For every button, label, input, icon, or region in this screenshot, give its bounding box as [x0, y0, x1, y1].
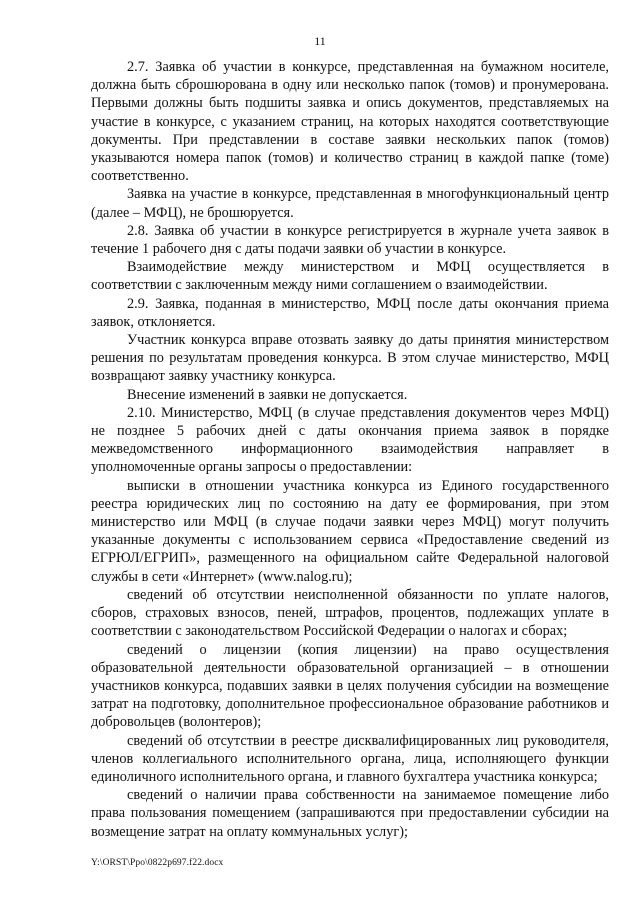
paragraph: 2.8. Заявка об участии в конкурсе регистрируется в журнале учета заявок в течение 1 рабочего дня с даты подачи заявки об участии в конкурсе.: [91, 222, 609, 258]
page-number: 11: [314, 34, 326, 48]
file-path-footer: Y:\ORST\Ppo\0822p697.f22.docx: [91, 858, 224, 868]
document-body: [91, 58, 609, 841]
paragraph: Взаимодействие между министерством и МФЦ осуществляется в соответствии с заключенным между ними соглашением о взаимодействии.: [91, 259, 609, 294]
paragraph: Внесение изменений в заявки не допускается.: [127, 386, 408, 403]
paragraph: 2.9. Заявка, поданная в министерство, МФЦ после даты окончания приема заявок, отклоняется.: [91, 295, 609, 330]
paragraph: Участник конкурса вправе отозвать заявку до даты принятия министерством решения по результатам проведения конкурса. В этом случае министерство, МФЦ возвращают заявку участнику конкурса.: [91, 332, 609, 385]
paragraph: сведений о наличии права собственности на занимаемое помещение либо права пользования помещением (запрашиваются при предоставлении субсидии на возмещение затрат на оплату коммунальных услуг);: [91, 787, 609, 840]
paragraph: сведений об отсутствии в реестре дисквалифицированных лиц руководителя, членов коллегиального исполнительного органа, лица, исполняющего функции единоличного исполнительного органа, и главного бухгалтера участника конкурса;: [91, 732, 609, 785]
paragraph: 2.10. Министерство, МФЦ (в случае представления документов через МФЦ) не позднее 5 рабочих дней с даты окончания приема заявок в порядке межведомственного информационного взаимодействия направляет в уполномоченные органы запросы о предоставлении:: [91, 404, 609, 476]
paragraph: 2.7. Заявка об участии в конкурсе, представленная на бумажном носителе, должна быть сброшюрована в одну или несколько папок (томов) и пронумерована. Первыми должны быть подшиты заявка и опись документов, представляемых на участие в конкурсе, с указанием страниц, на которых находятся соответствующие документы. При представлении в составе заявки нескольких папок (томов) указываются номера папок (томов) и количество страниц в каждой папке (томе) соответственно.: [91, 59, 609, 185]
paragraph: сведений об отсутствии неисполненной обязанности по уплате налогов, сборов, страховых взносов, пеней, штрафов, процентов, подлежащих уплате в соответствии с законодательством Российской Федерации о налогах и сборах;: [91, 586, 609, 640]
paragraph: выписки в отношении участника конкурса из Единого государственного реестра юридических лиц по состоянию на дату ее формирования, при этом министерство или МФЦ (в случае подачи заявки через МФЦ) могут получить указанные документы с использованием сервиса «Предоставление сведений из ЕГРЮЛ/ЕГРИП», размещенного на официальном сайте Федеральной налоговой службы в сети «Интернет» (www.nalog.ru);: [91, 477, 609, 585]
paragraph: Заявка на участие в конкурсе, представленная в многофункциональный центр (далее – МФЦ), не брошюруется.: [91, 186, 609, 221]
paragraph: сведений о лицензии (копия лицензии) на право осуществления образовательной деятельности образовательной организацией – в отношении участников конкурса, подавших заявки в целях получения субсидии на возмещение затрат на подготовку, дополнительное профессиональное образование работников и добровольцев (волонтеров);: [91, 641, 609, 731]
